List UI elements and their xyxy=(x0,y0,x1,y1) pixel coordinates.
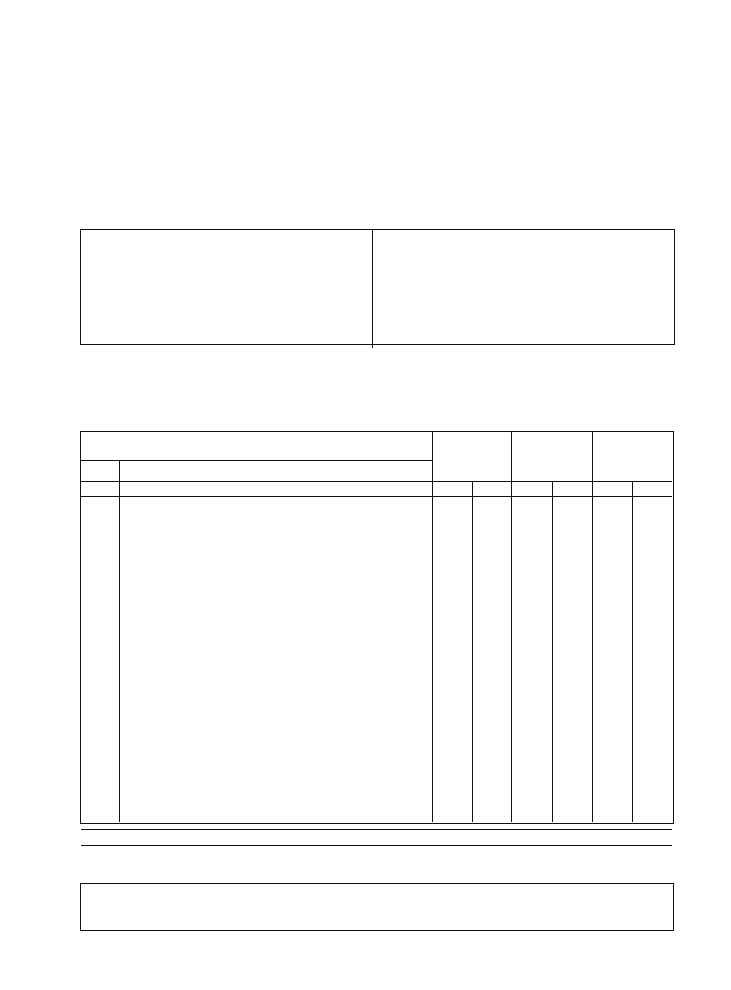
editions-divider xyxy=(432,431,433,822)
header-rule xyxy=(81,460,432,461)
exchange-rates-box xyxy=(80,229,675,345)
codes-divider xyxy=(119,461,120,822)
france-euro-divider xyxy=(472,481,473,822)
editions-table-frame xyxy=(80,431,674,824)
part-divider xyxy=(511,431,512,822)
etranger-euro-divider xyxy=(632,481,633,822)
units-rule xyxy=(81,481,672,482)
units-bottom-rule xyxy=(81,496,672,497)
direction-box xyxy=(80,883,674,931)
rates-right-column xyxy=(372,230,674,348)
rows-bottom-rule xyxy=(81,829,672,830)
notes-top-rule xyxy=(81,845,672,846)
part-euro-divider xyxy=(552,481,553,822)
etranger-divider xyxy=(592,431,593,822)
